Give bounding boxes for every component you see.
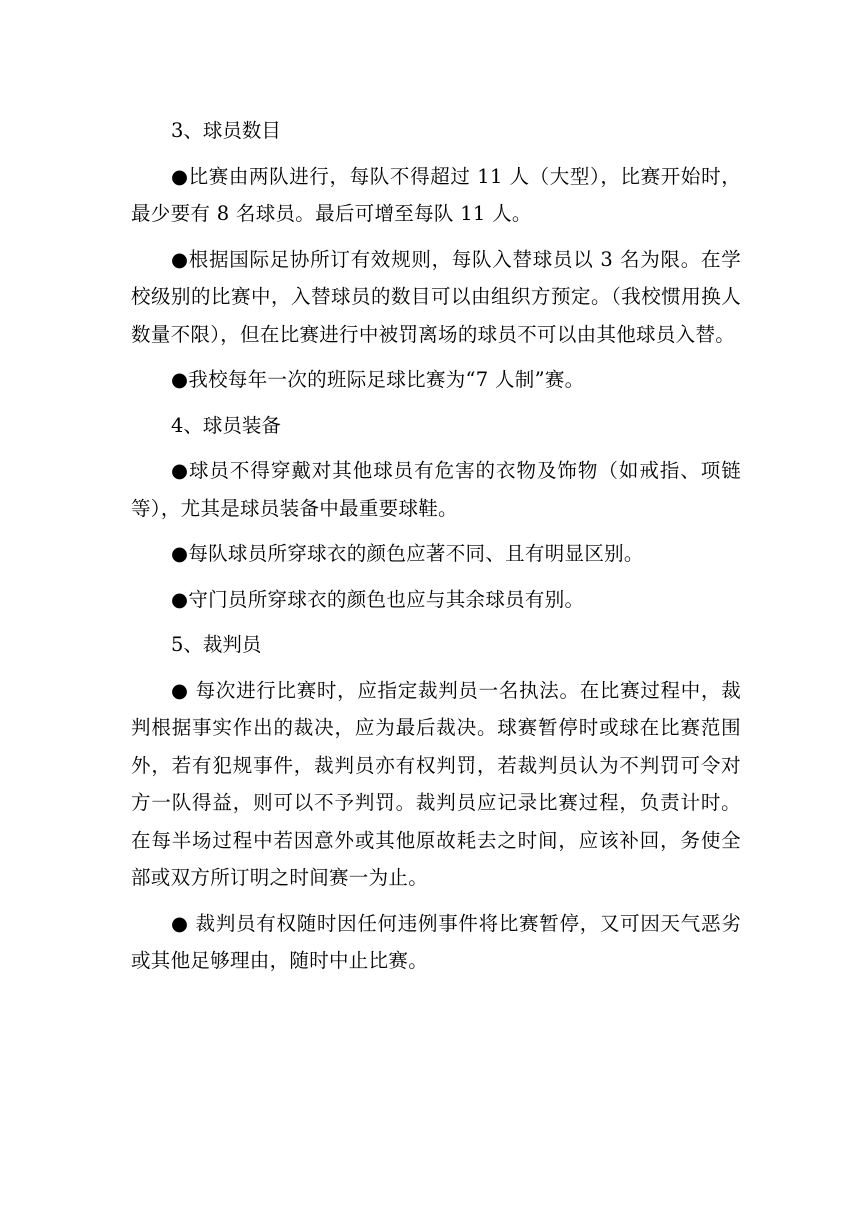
paragraph-dangerous-items: ●球员不得穿戴对其他球员有危害的衣物及饰物（如戒指、项链等），尤其是球员装备中最重要球鞋。 xyxy=(131,459,741,520)
section-heading-equipment: 4、球员装备 xyxy=(171,413,281,437)
section-heading-referee: 5、裁判员 xyxy=(171,633,262,656)
paragraph-substitutes: ●根据国际足协所订有效规则，每队入替球员以 3 名为限。在学校级别的比赛中，入替球员的数目可以由组织方预定。（我校惯用换人数量不限），但在比赛进行中被罚离场的球员不可以由其他球员入替。 xyxy=(131,247,741,346)
section-heading-players-count: 3、球员数目 xyxy=(171,119,281,142)
paragraph-referee-authority: ● 每次进行比赛时，应指定裁判员一名执法。在比赛过程中，裁判根据事实作出的裁决，应为最后裁决。球赛暂停时或球在比赛范围外，若有犯规事件，裁判员亦有权判罚，若裁判员认为不判罚可令对方一队得益，则可以不予判罚。裁判员应记录比赛过程，负责计时。在每半场过程中若因意外或其他原故耗去之时间，应该补回，务使全部或双方所订明之时间赛一为止。 xyxy=(131,678,741,889)
paragraph-jersey-colors: ●每队球员所穿球衣的颜色应著不同、且有明显区别。 xyxy=(171,542,644,565)
paragraph-referee-stop-match: ● 裁判员有权随时因任何违例事件将比赛暂停，又可因天气恶劣或其他足够理由，随时中止比赛。 xyxy=(131,911,741,972)
document-page xyxy=(131,112,741,988)
paragraph-team-size: ●比赛由两队进行，每队不得超过 11 人（大型），比赛开始时，最少要有 8 名球员。最后可增至每队 11 人。 xyxy=(131,164,741,225)
paragraph-seven-a-side: ●我校每年一次的班际足球比赛为“7 人制”赛。 xyxy=(171,368,585,391)
paragraph-goalkeeper-jersey: ●守门员所穿球衣的颜色也应与其余球员有别。 xyxy=(171,587,585,611)
